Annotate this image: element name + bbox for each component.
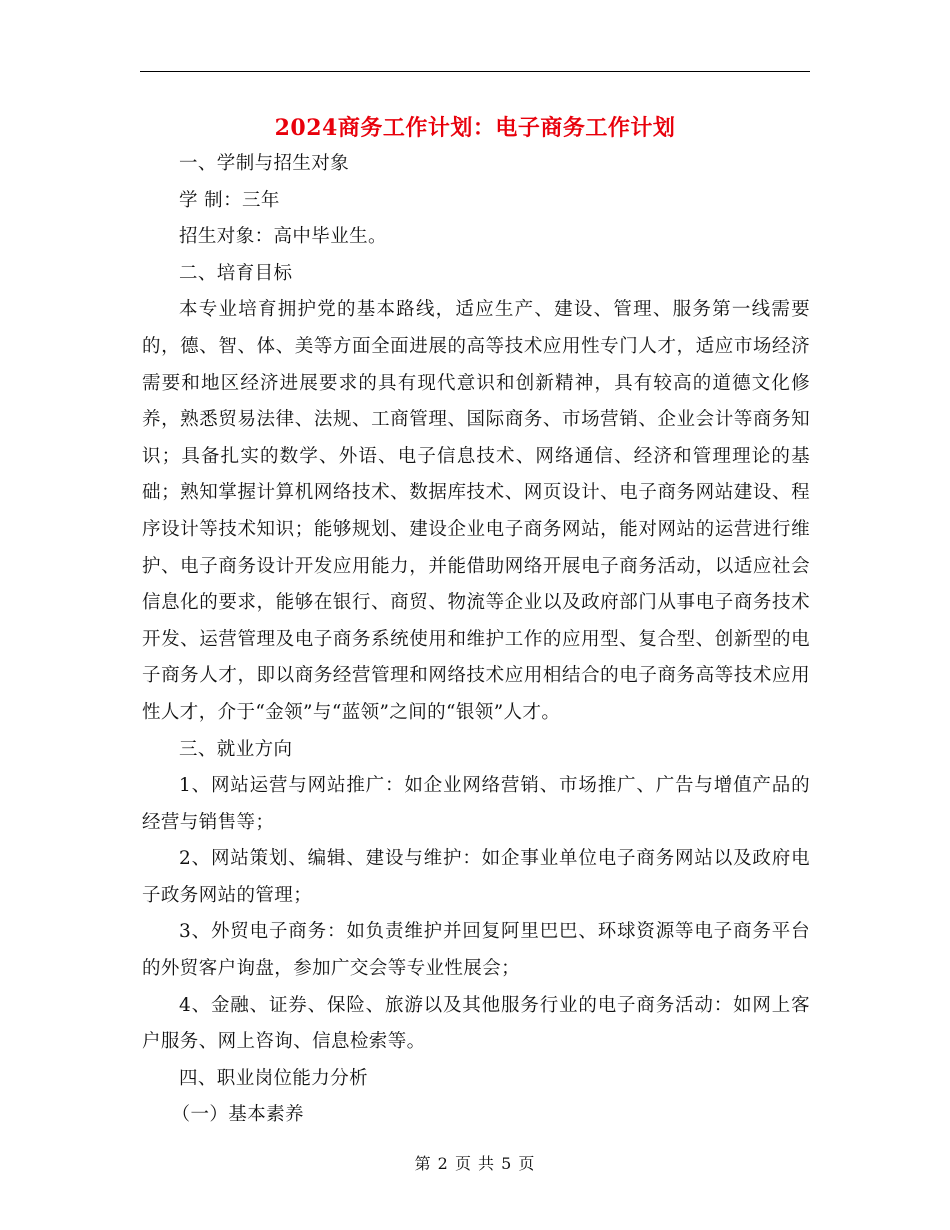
header-rule bbox=[140, 71, 810, 72]
document-title: 2024商务工作计划：电子商务工作计划 bbox=[274, 115, 676, 141]
paragraph-career-1: 1、网站运营与网站推广：如企业网络营销、市场推广、广告与增值产品的经营与销售等； bbox=[142, 775, 810, 833]
paragraph-section-1-heading: 一、学制与招生对象 bbox=[179, 153, 350, 174]
paragraph-duration: 学 制：三年 bbox=[179, 189, 280, 211]
paragraph-training-goal: 本专业培育拥护党的基本路线，适应生产、建设、管理、服务第一线需要的，德、智、体、美等方面全面进展的高等技术应用性专门人才，适应市场经济需要和地区经济进展要求的具有现代意识和创新精神，具有较高的道德文化修养，熟悉贸易法律、法规、工商管理、国际商务、市场营销、企业会计等商务知识；具备扎实的数学、外语、电子信息技术、网络通信、经济和管理理论的基础；熟知掌握计算机网络技术、数据库技术、网页设计、电子商务网站建设、程序设计等技术知识；能够规划、建设企业电子商务网站，能对网站的运营进行维护、电子商务设计开发应用能力，并能借助网络开展电子商务活动，以适应社会信息化的要求，能够在银行、商贸、物流等企业以及政府部门从事电子商务技术开发、运营管理及电子商务系统使用和维护工作的应用型、复合型、创新型的电子商务人才，即以商务经营管理和网络技术应用相结合的电子商务高等技术应用性人才，介于“金领”与“蓝领”之间的“银领”人才。 bbox=[142, 299, 810, 723]
paragraph-subsection-1-heading: （一）基本素养 bbox=[171, 1104, 304, 1126]
page-number-footer: 第 2 页 共 5 页 bbox=[414, 1154, 536, 1173]
paragraph-enrollment: 招生对象：高中毕业生。 bbox=[179, 226, 387, 248]
paragraph-section-2-heading: 二、培育目标 bbox=[179, 262, 293, 284]
document-body bbox=[142, 146, 810, 1134]
paragraph-career-4: 4、金融、证券、保险、旅游以及其他服务行业的电子商务活动：如网上客户服务、网上咨询、信息检索等。 bbox=[142, 994, 810, 1053]
paragraph-section-3-heading: 三、就业方向 bbox=[179, 738, 293, 760]
paragraph-career-3: 3、外贸电子商务：如负责维护并回复阿里巴巴、环球资源等电子商务平台的外贸客户询盘，参加广交会等专业性展会； bbox=[142, 921, 810, 980]
paragraph-career-2: 2、网站策划、编辑、建设与维护：如企事业单位电子商务网站以及政府电子政务网站的管理； bbox=[142, 848, 810, 906]
paragraph-section-4-heading: 四、职业岗位能力分析 bbox=[179, 1067, 369, 1089]
